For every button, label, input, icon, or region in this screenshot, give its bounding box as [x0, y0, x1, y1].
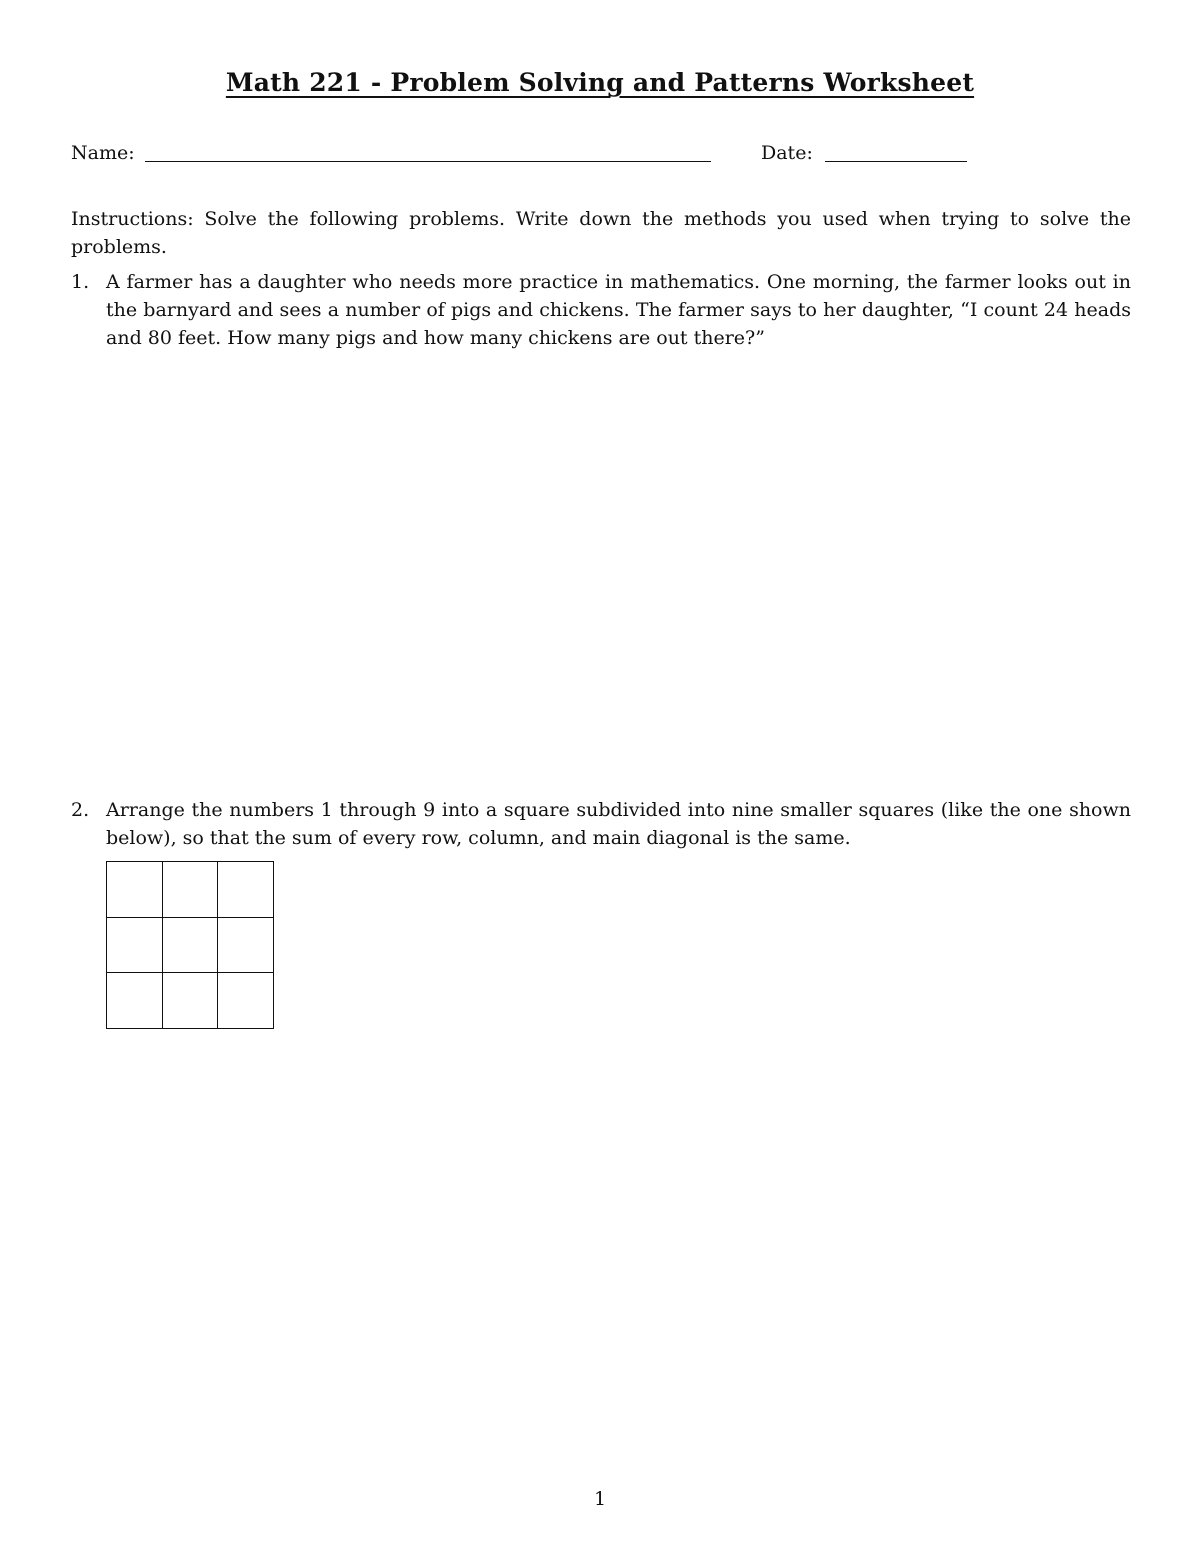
grid-row	[107, 973, 274, 1029]
date-label: Date:	[761, 142, 813, 164]
grid-cell[interactable]	[107, 917, 163, 973]
instructions-text: Instructions: Solve the following problems. Write down the methods you used when trying to solve the problems.	[71, 208, 1131, 258]
grid-cell[interactable]	[162, 917, 218, 973]
grid-cell[interactable]	[162, 862, 218, 918]
problem-2	[71, 796, 1131, 852]
date-blank-line[interactable]	[825, 161, 967, 162]
grid-cell[interactable]	[107, 973, 163, 1029]
problem-text: A farmer has a daughter who needs more practice in mathematics. One morning, the farmer looks out in the barnyard and sees a number of pigs and chickens. The farmer says to her daughter, “I count 24 heads and 80 feet. How many pigs and how many chickens are out there?”	[106, 271, 1131, 349]
worksheet-title: Math 221 - Problem Solving and Patterns Worksheet	[225, 68, 975, 97]
name-label: Name:	[71, 142, 135, 164]
grid-cell[interactable]	[218, 862, 274, 918]
grid-cell[interactable]	[162, 973, 218, 1029]
grid-row	[107, 917, 274, 973]
grid-cell[interactable]	[218, 917, 274, 973]
problem-1	[71, 268, 1131, 352]
page-number: 1	[593, 1488, 607, 1510]
grid-cell[interactable]	[107, 862, 163, 918]
problem-number: 2.	[71, 799, 90, 821]
magic-square-grid	[106, 861, 274, 1029]
name-date-row	[71, 142, 1131, 170]
name-blank-line[interactable]	[145, 161, 711, 162]
problem-text: Arrange the numbers 1 through 9 into a square subdivided into nine smaller squares (like the one shown below), so that the sum of every row, column, and main diagonal is the same.	[106, 799, 1131, 849]
problem-number: 1.	[71, 271, 90, 293]
grid-cell[interactable]	[218, 973, 274, 1029]
grid-row	[107, 862, 274, 918]
